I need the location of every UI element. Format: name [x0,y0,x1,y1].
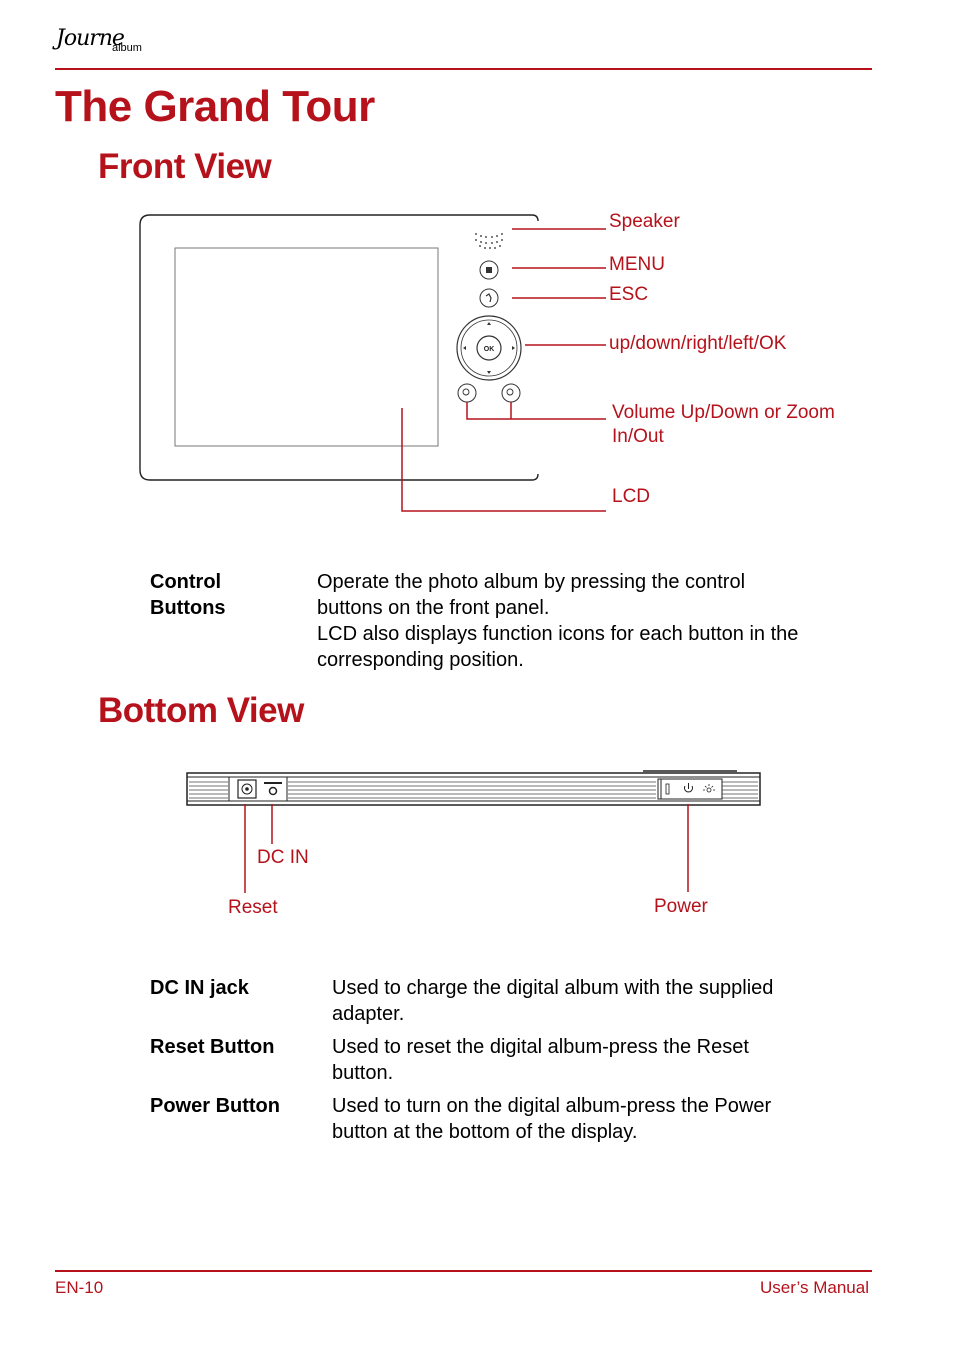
reset-label: Reset [228,897,278,918]
power-button-term: Power Button [150,1095,280,1117]
front-view-heading: Front View [98,147,272,186]
menu-label: MENU [609,254,665,275]
dc-in-jack-shape [270,788,277,795]
power-panel [658,779,722,799]
speaker-label: Speaker [609,211,680,232]
logo-sub: album [112,42,142,54]
volume-label-line1: Volume Up/Down or Zoom [612,402,835,423]
logo-script: Journe [56,26,124,51]
power-label: Power [654,896,708,917]
light-icon [703,784,715,792]
esc-label: ESC [609,284,649,305]
dc-in-jack-term: DC IN jack [150,977,249,999]
nav-label: up/down/right/left/OK [609,333,787,354]
device-bottom-edge [187,773,760,805]
lcd-label: LCD [612,486,651,507]
control-buttons-desc: Operate the photo album by pressing the control buttons on the front panel. LCD also displays function icons for each button in the corresponding position. [317,571,799,671]
page-title: The Grand Tour [55,82,375,131]
manual-title: User’s Manual [760,1278,869,1297]
dc-in-jack-desc: Used to charge the digital album with the supplied adapter. [332,977,774,1025]
volume-label-line2: In/Out [612,426,664,447]
power-button-desc: Used to turn on the digital album-press the Power button at the bottom of the display. [332,1095,772,1143]
dc-in-label: DC IN [257,847,309,868]
reset-button-term: Reset Button [150,1036,275,1058]
control-buttons-term: Control Buttons [150,571,226,619]
reset-button-desc: Used to reset the digital album-press the Reset button. [332,1036,749,1084]
bottom-view-heading: Bottom View [98,691,304,730]
page-number: EN-10 [55,1278,104,1297]
ok-label: OK [483,346,495,353]
footer-rule [55,1270,872,1272]
